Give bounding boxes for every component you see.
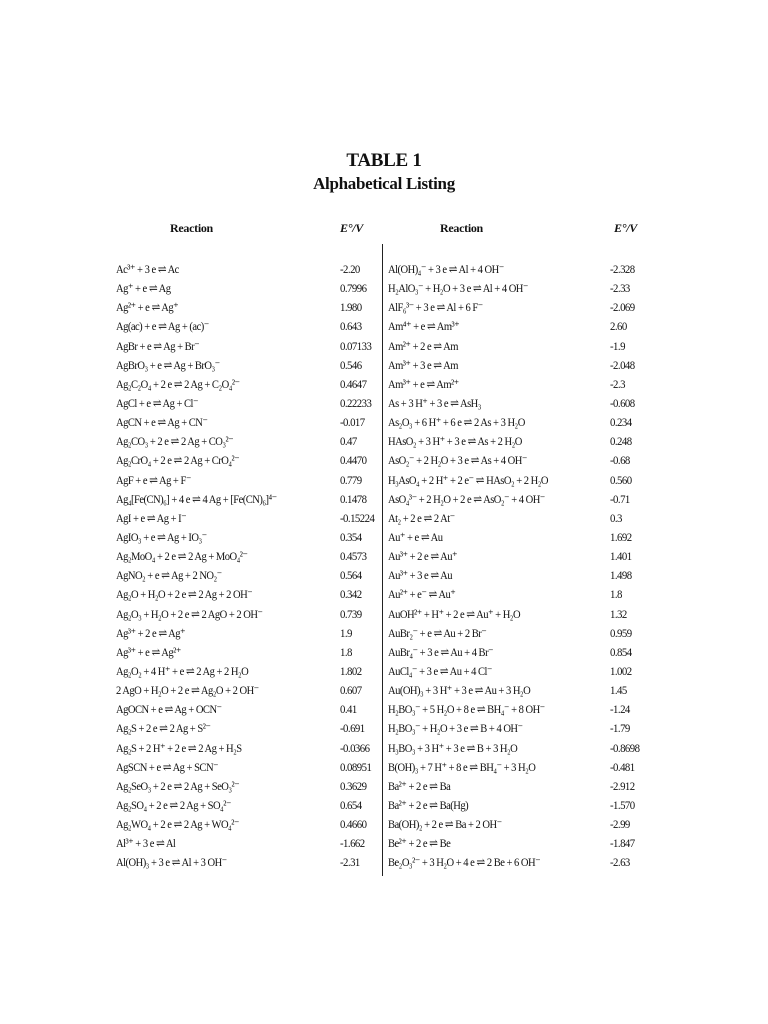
potential-cell: -0.017: [340, 415, 365, 430]
potential-cell: -2.33: [610, 281, 630, 296]
table-row: [388, 662, 648, 681]
table-row: [116, 451, 376, 470]
table-row: [116, 471, 376, 490]
potential-cell: -1.662: [340, 836, 365, 851]
potential-cell: -0.0366: [340, 740, 370, 755]
reaction-cell: Ag₂CrO₄ + 2 e ⇌ 2 Ag + CrO₄²⁻: [116, 453, 240, 468]
reaction-cell: Ag₂SO₄ + 2 e ⇌ 2 Ag + SO₄²⁻: [116, 797, 231, 812]
potential-cell: 0.4470: [340, 453, 367, 468]
potential-cell: 0.4573: [340, 549, 367, 564]
potential-cell: 0.779: [340, 472, 362, 487]
table-row: [388, 337, 648, 356]
reaction-cell: AuBr₄⁻ + 3 e ⇌ Au + 4 Br⁻: [388, 644, 494, 659]
reaction-cell: Au²⁺ + e⁻ ⇌ Au⁺: [388, 587, 456, 602]
table-row: [116, 739, 376, 758]
reaction-cell: Au³⁺ + 2 e ⇌ Au⁺: [388, 549, 458, 564]
reaction-cell: H₃BO₃ + 3 H⁺ + 3 e ⇌ B + 3 H₂O: [388, 740, 518, 755]
potential-cell: 0.739: [340, 606, 362, 621]
potential-cell: 0.564: [340, 568, 362, 583]
reaction-cell: AgSCN + e ⇌ Ag + SCN⁻: [116, 759, 219, 774]
potential-cell: 1.8: [340, 644, 352, 659]
potential-cell: 0.4660: [340, 817, 367, 832]
potential-cell: 0.643: [340, 319, 362, 334]
table-row: [116, 356, 376, 375]
table-row: [116, 758, 376, 777]
potential-cell: 0.7996: [340, 281, 367, 296]
potential-cell: -1.570: [610, 797, 635, 812]
reaction-cell: AgNO₂ + e ⇌ Ag + 2 NO₂⁻: [116, 568, 222, 583]
potential-cell: 0.4647: [340, 376, 367, 391]
table-row: [388, 624, 648, 643]
table-row: [388, 777, 648, 796]
potential-cell: 1.498: [610, 568, 632, 583]
potential-cell: 0.1478: [340, 491, 367, 506]
table-row: [116, 298, 376, 317]
table-row: [116, 853, 376, 872]
potential-cell: 0.08951: [340, 759, 372, 774]
reaction-cell: Al³⁺ + 3 e ⇌ Al: [116, 836, 176, 851]
reaction-cell: Al(OH)₄⁻ + 3 e ⇌ Al + 4 OH⁻: [388, 262, 504, 276]
potential-cell: 0.342: [340, 587, 362, 602]
reaction-cell: Ag₂MoO₄ + 2 e ⇌ 2 Ag + MoO₄²⁻: [116, 549, 248, 564]
reaction-cell: AuOH²⁺ + H⁺ + 2 e ⇌ Au⁺ + H₂O: [388, 606, 521, 621]
table-row: [116, 834, 376, 853]
reaction-cell: H₃AsO₄ + 2 H⁺ + 2 e⁻ ⇌ HAsO₂ + 2 H₂O: [388, 472, 549, 487]
right-e-header: E°/V: [614, 221, 637, 235]
potential-cell: 0.560: [610, 472, 632, 487]
reaction-cell: H₂BO₃⁻ + H₂O + 3 e ⇌ B + 4 OH⁻: [388, 721, 523, 736]
reaction-cell: Ag₂SeO₃ + 2 e ⇌ 2 Ag + SeO₃²⁻: [116, 778, 240, 793]
table-row: [388, 719, 648, 738]
potential-cell: 0.854: [610, 644, 632, 659]
right-column: [388, 260, 648, 873]
table-row: [388, 585, 648, 604]
potential-cell: -1.9: [610, 338, 625, 353]
table-row: [388, 471, 648, 490]
table-row: [388, 815, 648, 834]
reaction-cell: Ag₂S + 2 e ⇌ 2 Ag + S²⁻: [116, 721, 211, 736]
reaction-cell: Ag²⁺ + e ⇌ Ag⁺: [116, 300, 179, 315]
right-reaction-header: Reaction: [440, 221, 483, 235]
potential-cell: -0.608: [610, 395, 635, 410]
reaction-cell: As₂O₃ + 6 H⁺ + 6 e ⇌ 2 As + 3 H₂O: [388, 415, 525, 430]
table-row: [388, 317, 648, 336]
table-subtitle: Alphabetical Listing: [313, 174, 455, 193]
potential-cell: -2.069: [610, 300, 635, 315]
reaction-cell: AgF + e ⇌ Ag + F⁻: [116, 472, 191, 487]
table-row: [388, 490, 648, 509]
table-row: [116, 260, 376, 279]
table-row: [388, 260, 648, 279]
table-row: [116, 547, 376, 566]
potential-cell: -2.31: [340, 855, 360, 870]
potential-cell: 1.32: [610, 606, 627, 621]
potential-cell: -2.20: [340, 262, 360, 276]
table-row: [388, 834, 648, 853]
reaction-cell: Au(OH)₃ + 3 H⁺ + 3 e ⇌ Au + 3 H₂O: [388, 683, 531, 698]
table-row: [388, 356, 648, 375]
reaction-cell: AgI + e ⇌ Ag + I⁻: [116, 510, 187, 525]
reaction-cell: Be₂O₃²⁻ + 3 H₂O + 4 e ⇌ 2 Be + 6 OH⁻: [388, 855, 541, 870]
left-column: [116, 260, 376, 873]
reaction-cell: Ag³⁺ + e ⇌ Ag²⁺: [116, 644, 181, 659]
table-row: [388, 394, 648, 413]
potential-cell: -0.691: [340, 721, 365, 736]
potential-cell: 1.45: [610, 683, 627, 698]
reaction-cell: AuBr₂⁻ + e ⇌ Au + 2 Br⁻: [388, 625, 487, 640]
potential-cell: 0.959: [610, 625, 632, 640]
potential-cell: -1.79: [610, 721, 630, 736]
table-title: TABLE 1: [346, 150, 422, 171]
table-row: [116, 432, 376, 451]
reaction-cell: Ag₂O₂ + 4 H⁺ + e ⇌ 2 Ag + 2 H₂O: [116, 663, 249, 678]
reaction-cell: Am³⁺ + e ⇌ Am²⁺: [388, 376, 459, 391]
reaction-cell: Au³⁺ + 3 e ⇌ Au: [388, 568, 453, 583]
table-row: [388, 509, 648, 528]
reaction-cell: AuCl₄⁻ + 3 e ⇌ Au + 4 Cl⁻: [388, 663, 492, 678]
potential-cell: 0.248: [610, 434, 632, 449]
potential-cell: 0.47: [340, 434, 357, 449]
reaction-cell: Al(OH)₃ + 3 e ⇌ Al + 3 OH⁻: [116, 855, 227, 870]
reaction-cell: Ag(ac) + e ⇌ Ag + (ac)⁻: [116, 319, 209, 334]
reaction-cell: H₂AlO₃⁻ + H₂O + 3 e ⇌ Al + 4 OH⁻: [388, 281, 528, 296]
reaction-cell: AgBrO₃ + e ⇌ Ag + BrO₃⁻: [116, 357, 220, 372]
reaction-cell: Ba²⁺ + 2 e ⇌ Ba: [388, 778, 451, 793]
potential-cell: -2.3: [610, 376, 625, 391]
reaction-cell: Am³⁺ + 3 e ⇌ Am: [388, 357, 458, 372]
table-row: [388, 413, 648, 432]
potential-cell: 0.234: [610, 415, 632, 430]
potential-cell: 0.3629: [340, 778, 367, 793]
table-row: [388, 566, 648, 585]
table-row: [388, 853, 648, 872]
potential-cell: -0.481: [610, 759, 635, 774]
reaction-cell: AlF₆³⁻ + 3 e ⇌ Al + 6 F⁻: [388, 300, 483, 315]
table-row: [388, 547, 648, 566]
reaction-cell: Au⁺ + e ⇌ Au: [388, 529, 443, 544]
reaction-cell: Ag₂CO₃ + 2 e ⇌ 2 Ag + CO₃²⁻: [116, 434, 234, 449]
table-row: [116, 681, 376, 700]
table-row: [388, 796, 648, 815]
reaction-cell: Ac³⁺ + 3 e ⇌ Ac: [116, 262, 179, 276]
reaction-cell: Ag⁺ + e ⇌ Ag: [116, 281, 171, 296]
table-row: [116, 605, 376, 624]
table-row: [116, 528, 376, 547]
reaction-cell: Ba(OH)₂ + 2 e ⇌ Ba + 2 OH⁻: [388, 817, 502, 832]
left-reaction-header: Reaction: [170, 221, 213, 235]
reaction-cell: AgIO₃ + e ⇌ Ag + IO₃⁻: [116, 529, 207, 544]
potential-cell: 0.3: [610, 510, 622, 525]
potential-cell: 2.60: [610, 319, 627, 334]
table-row: [116, 624, 376, 643]
potential-cell: -0.8698: [610, 740, 640, 755]
table-row: [116, 509, 376, 528]
potential-cell: -2.048: [610, 357, 635, 372]
potential-cell: -0.68: [610, 453, 630, 468]
table-row: [388, 758, 648, 777]
table-row: [388, 375, 648, 394]
reaction-cell: At₂ + 2 e ⇌ 2 At⁻: [388, 510, 455, 525]
reaction-cell: Ag³⁺ + 2 e ⇌ Ag⁺: [116, 625, 186, 640]
reaction-cell: AgCN + e ⇌ Ag + CN⁻: [116, 415, 208, 430]
table-row: [388, 605, 648, 624]
reaction-cell: As + 3 H⁺ + 3 e ⇌ AsH₃: [388, 395, 481, 410]
table-row: [116, 796, 376, 815]
reaction-cell: AgBr + e ⇌ Ag + Br⁻: [116, 338, 200, 353]
table-row: [388, 298, 648, 317]
potential-cell: -2.912: [610, 778, 635, 793]
table-row: [388, 643, 648, 662]
reaction-cell: AgOCN + e ⇌ Ag + OCN⁻: [116, 702, 222, 717]
reaction-cell: H₂BO₃⁻ + 5 H₂O + 8 e ⇌ BH₄⁻ + 8 OH⁻: [388, 702, 545, 717]
table-row: [116, 317, 376, 336]
table-row: [116, 394, 376, 413]
reaction-cell: Ag₂O + H₂O + 2 e ⇌ 2 Ag + 2 OH⁻: [116, 587, 253, 602]
potential-cell: 1.802: [340, 663, 362, 678]
potential-cell: 1.401: [610, 549, 632, 564]
reaction-cell: Ag₂O₃ + H₂O + 2 e ⇌ 2 AgO + 2 OH⁻: [116, 606, 263, 621]
table-row: [116, 337, 376, 356]
reaction-cell: AgCl + e ⇌ Ag + Cl⁻: [116, 395, 199, 410]
potential-cell: -1.847: [610, 836, 635, 851]
potential-cell: -2.63: [610, 855, 630, 870]
table-row: [116, 279, 376, 298]
table-row: [116, 719, 376, 738]
table-row: [116, 662, 376, 681]
reaction-cell: AsO₂⁻ + 2 H₂O + 3 e ⇌ As + 4 OH⁻: [388, 453, 527, 468]
table-row: [388, 700, 648, 719]
column-divider: [382, 244, 383, 876]
table-row: [116, 490, 376, 509]
potential-cell: 0.07133: [340, 338, 372, 353]
reaction-cell: Am⁴⁺ + e ⇌ Am³⁺: [388, 319, 460, 334]
reaction-cell: B(OH)₃ + 7 H⁺ + 8 e ⇌ BH₄⁻ + 3 H₂O: [388, 759, 536, 774]
table-row: [116, 566, 376, 585]
potential-cell: 0.654: [340, 797, 362, 812]
table-row: [116, 815, 376, 834]
table-row: [116, 777, 376, 796]
table-row: [116, 585, 376, 604]
table-row: [388, 739, 648, 758]
table-row: [388, 681, 648, 700]
potential-cell: -0.71: [610, 491, 630, 506]
table-row: [116, 375, 376, 394]
potential-cell: 1.9: [340, 625, 352, 640]
potential-cell: 1.8: [610, 587, 622, 602]
left-e-header: E°/V: [340, 221, 363, 235]
potential-cell: 0.22233: [340, 395, 372, 410]
reaction-cell: Ag₂S + 2 H⁺ + 2 e ⇌ 2 Ag + H₂S: [116, 740, 242, 755]
table-row: [388, 432, 648, 451]
table-row: [388, 279, 648, 298]
potential-cell: 1.980: [340, 300, 362, 315]
table-row: [116, 643, 376, 662]
potential-cell: 1.692: [610, 529, 632, 544]
table-row: [388, 528, 648, 547]
table-row: [116, 700, 376, 719]
potential-cell: 0.607: [340, 683, 362, 698]
potential-cell: 1.002: [610, 663, 632, 678]
table-row: [116, 413, 376, 432]
reaction-cell: Am²⁺ + 2 e ⇌ Am: [388, 338, 458, 353]
potential-cell: -2.328: [610, 262, 635, 276]
reaction-cell: Ag₂WO₄ + 2 e ⇌ 2 Ag + WO₄²⁻: [116, 817, 239, 832]
reaction-cell: Ba²⁺ + 2 e ⇌ Ba(Hg): [388, 797, 469, 812]
table-row: [388, 451, 648, 470]
potential-cell: -2.99: [610, 817, 630, 832]
reaction-cell: AsO₄³⁻ + 2 H₂O + 2 e ⇌ AsO₂⁻ + 4 OH⁻: [388, 491, 545, 506]
reaction-cell: 2 AgO + H₂O + 2 e ⇌ Ag₂O + 2 OH⁻: [116, 683, 259, 698]
potential-cell: -0.15224: [340, 510, 375, 525]
reaction-cell: Ag₄[Fe(CN)₆] + 4 e ⇌ 4 Ag + [Fe(CN)₆]⁴⁻: [116, 491, 277, 506]
reaction-cell: HAsO₂ + 3 H⁺ + 3 e ⇌ As + 2 H₂O: [388, 434, 522, 449]
reaction-cell: Ag₂C₂O₄ + 2 e ⇌ 2 Ag + C₂O₄²⁻: [116, 376, 240, 391]
reaction-cell: Be²⁺ + 2 e ⇌ Be: [388, 836, 451, 851]
potential-cell: 0.41: [340, 702, 357, 717]
potential-cell: 0.354: [340, 529, 362, 544]
potential-cell: -1.24: [610, 702, 630, 717]
potential-cell: 0.546: [340, 357, 362, 372]
